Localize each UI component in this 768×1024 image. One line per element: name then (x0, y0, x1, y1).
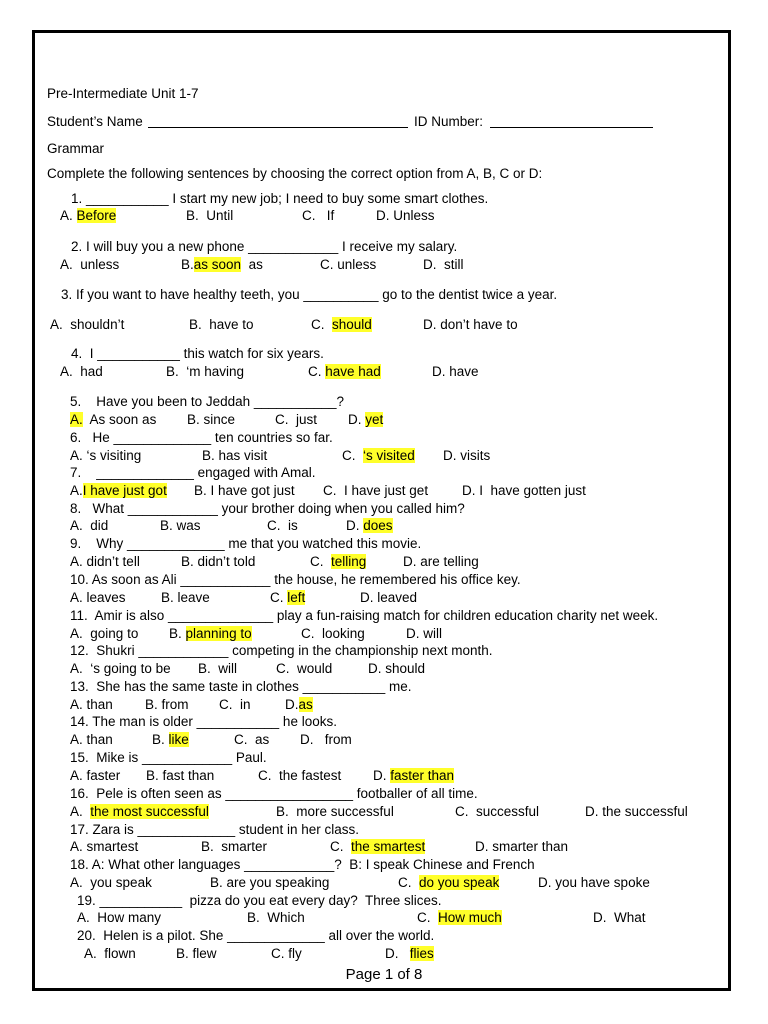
option-c[interactable]: C. looking (301, 626, 365, 641)
option-b[interactable]: B. fast than (146, 768, 215, 783)
option-c[interactable]: C. fly (271, 946, 302, 961)
option-c[interactable]: C. unless (320, 257, 377, 272)
option-c[interactable]: C. have had (308, 364, 381, 379)
option-a[interactable]: A. ‘s visiting (70, 448, 142, 463)
option-a[interactable]: A. going to (70, 626, 139, 641)
option-d[interactable]: D. from (300, 732, 352, 747)
option-b[interactable]: B. Until (186, 208, 234, 223)
option-c[interactable]: C. I have just get (323, 483, 429, 498)
option-a[interactable]: A. unless (60, 257, 120, 272)
option-d[interactable]: D. you have spoke (538, 875, 650, 890)
option-b[interactable]: B. didn’t told (181, 554, 256, 569)
correct-answer-highlight: the most successful (90, 804, 209, 819)
option-c[interactable]: C. ‘s visited (342, 448, 415, 463)
question-16-stem: 16. Pele is often seen as _________________ footballer of all time. (70, 786, 478, 801)
option-c[interactable]: C. do you speak (398, 875, 500, 890)
unit-title: Pre-Intermediate Unit 1-7 (47, 86, 199, 101)
option-a[interactable]: A. shouldn’t (50, 317, 125, 332)
correct-answer-highlight: ‘s visited (363, 448, 415, 463)
option-b[interactable]: B. have to (189, 317, 254, 332)
option-c[interactable]: C. would (276, 661, 333, 676)
option-a[interactable]: A. leaves (70, 590, 126, 605)
correct-answer-highlight: the smartest (351, 839, 426, 854)
option-a[interactable]: A. As soon as (70, 412, 157, 427)
option-d[interactable]: D. What (593, 910, 646, 925)
option-d[interactable]: D. yet (348, 412, 384, 427)
option-a[interactable]: A. you speak (70, 875, 152, 890)
student-name-label: Student’s Name (47, 114, 143, 129)
option-b[interactable]: B. I have got just (194, 483, 295, 498)
option-b[interactable]: B. has visit (202, 448, 268, 463)
correct-answer-highlight: as soon (193, 257, 242, 272)
option-c[interactable]: C. the smartest (330, 839, 426, 854)
option-c[interactable]: C. just (275, 412, 318, 427)
question-7-stem: 7. _____________ engaged with Amal. (70, 465, 316, 480)
option-c[interactable]: C. successful (455, 804, 540, 819)
section-heading: Grammar (47, 141, 104, 156)
option-b[interactable]: B. was (160, 518, 201, 533)
correct-answer-highlight: yet (365, 412, 384, 427)
option-c[interactable]: C. How much (417, 910, 502, 925)
question-13-stem: 13. She has the same taste in clothes ___________ me. (70, 679, 412, 694)
correct-answer-highlight: flies (409, 946, 434, 961)
correct-answer-highlight: planning to (185, 626, 252, 641)
option-d[interactable]: D. have (432, 364, 479, 379)
option-c[interactable]: C. the fastest (258, 768, 342, 783)
student-name-field[interactable] (148, 127, 408, 128)
question-20-stem: 20. Helen is a pilot. She _____________ all over the world. (77, 928, 435, 943)
option-b[interactable]: B. planning to (169, 626, 252, 641)
question-9-stem: 9. Why _____________ me that you watched this movie. (70, 536, 422, 551)
option-b[interactable]: B. ‘m having (166, 364, 245, 379)
option-d[interactable]: D. should (368, 661, 426, 676)
option-b[interactable]: B. flew (176, 946, 217, 961)
question-17-stem: 17. Zara is _____________ student in her class. (70, 822, 359, 837)
correct-answer-highlight: as (298, 697, 313, 712)
option-d[interactable]: D. faster than (373, 768, 455, 783)
option-d[interactable]: D. visits (443, 448, 491, 463)
option-d[interactable]: D. I have gotten just (462, 483, 586, 498)
option-a[interactable]: A. the most successful (70, 804, 209, 819)
option-c[interactable]: C. is (267, 518, 298, 533)
option-d[interactable]: D.as (285, 697, 313, 712)
correct-answer-highlight: telling (331, 554, 367, 569)
option-d[interactable]: D. will (406, 626, 443, 641)
correct-answer-highlight: How much (438, 910, 502, 925)
correct-answer-highlight: like (168, 732, 189, 747)
option-d[interactable]: D. are telling (403, 554, 479, 569)
option-b[interactable]: B. are you speaking (210, 875, 330, 890)
correct-answer-highlight: have had (325, 364, 381, 379)
question-1-stem: 1. ___________ I start my new job; I need to buy some smart clothes. (71, 191, 489, 206)
question-2-stem: 2. I will buy you a new phone ____________ I receive my salary. (71, 239, 458, 254)
option-d[interactable]: D. leaved (360, 590, 418, 605)
option-b[interactable]: B. will (198, 661, 238, 676)
option-c[interactable]: C. telling (310, 554, 367, 569)
id-number-label: ID Number: (414, 114, 484, 129)
correct-answer-highlight: do you speak (419, 875, 500, 890)
correct-answer-highlight: I have just got (82, 483, 167, 498)
option-d[interactable]: D. does (346, 518, 393, 533)
option-c[interactable]: C. in (219, 697, 251, 712)
option-a[interactable]: A. faster (70, 768, 121, 783)
instructions: Complete the following sentences by choosing the correct option from A, B, C or D: (47, 166, 543, 181)
correct-answer-highlight: should (332, 317, 372, 332)
correct-answer-highlight: faster than (390, 768, 455, 783)
correct-answer-highlight: left (287, 590, 306, 605)
option-b[interactable]: B. leave (161, 590, 210, 605)
option-c[interactable]: C. If (302, 208, 335, 223)
option-a[interactable]: A. didn’t tell (70, 554, 140, 569)
question-3-stem: 3. If you want to have healthy teeth, you __________ go to the dentist twice a year. (61, 287, 558, 302)
question-5-stem: 5. Have you been to Jeddah ___________? (70, 394, 344, 409)
option-d[interactable]: D. don’t have to (423, 317, 518, 332)
option-d[interactable]: D. the successful (585, 804, 688, 819)
correct-answer-highlight: does (363, 518, 393, 533)
option-b[interactable]: B. more successful (276, 804, 394, 819)
option-a[interactable]: A. than (70, 697, 113, 712)
option-b[interactable]: B. from (145, 697, 189, 712)
option-d[interactable]: D. still (423, 257, 464, 272)
question-19-stem: 19. ___________ pizza do you eat every day? Three slices. (77, 893, 442, 908)
option-a[interactable]: A.I have just got (70, 483, 167, 498)
option-b[interactable]: B. smarter (201, 839, 268, 854)
option-a[interactable]: A. Before (60, 208, 117, 223)
option-d[interactable]: D. Unless (376, 208, 435, 223)
option-c[interactable]: C. left (270, 590, 306, 605)
option-a[interactable]: A. flown (84, 946, 136, 961)
option-a[interactable]: A. had (60, 364, 103, 379)
option-a[interactable]: A. How many (77, 910, 162, 925)
option-d[interactable]: D. smarter than (475, 839, 569, 854)
id-number-field[interactable] (490, 127, 653, 128)
question-6-stem: 6. He _____________ ten countries so far. (70, 430, 333, 445)
question-15-stem: 15. Mike is ____________ Paul. (70, 750, 267, 765)
question-12-stem: 12. Shukri ____________ competing in the championship next month. (70, 643, 493, 658)
question-11-stem: 11. Amir is also ______________ play a fun-raising match for children education charity net week. (70, 608, 659, 623)
option-a[interactable]: A. ‘s going to be (70, 661, 171, 676)
option-c[interactable]: C. as (234, 732, 270, 747)
option-b[interactable]: B. Which (247, 910, 305, 925)
option-b[interactable]: B. since (187, 412, 236, 427)
option-a[interactable]: A. did (70, 518, 109, 533)
option-b[interactable]: B.as soon as (181, 257, 263, 272)
correct-answer-highlight: Before (76, 208, 117, 223)
option-c[interactable]: C. should (311, 317, 372, 332)
option-a[interactable]: A. than (70, 732, 113, 747)
question-14-stem: 14. The man is older ___________ he looks. (70, 714, 337, 729)
page-number: Page 1 of 8 (345, 966, 423, 983)
question-8-stem: 8. What ____________ your brother doing when you called him? (70, 501, 465, 516)
option-b[interactable]: B. like (152, 732, 189, 747)
question-10-stem: 10. As soon as Ali ____________ the house, he remembered his office key. (70, 572, 521, 587)
question-4-stem: 4. I ___________ this watch for six years. (71, 346, 324, 361)
option-a[interactable]: A. smartest (70, 839, 139, 854)
question-18-stem: 18. A: What other languages ____________? B: I speak Chinese and French (70, 857, 535, 872)
option-d[interactable]: D. flies (385, 946, 434, 961)
